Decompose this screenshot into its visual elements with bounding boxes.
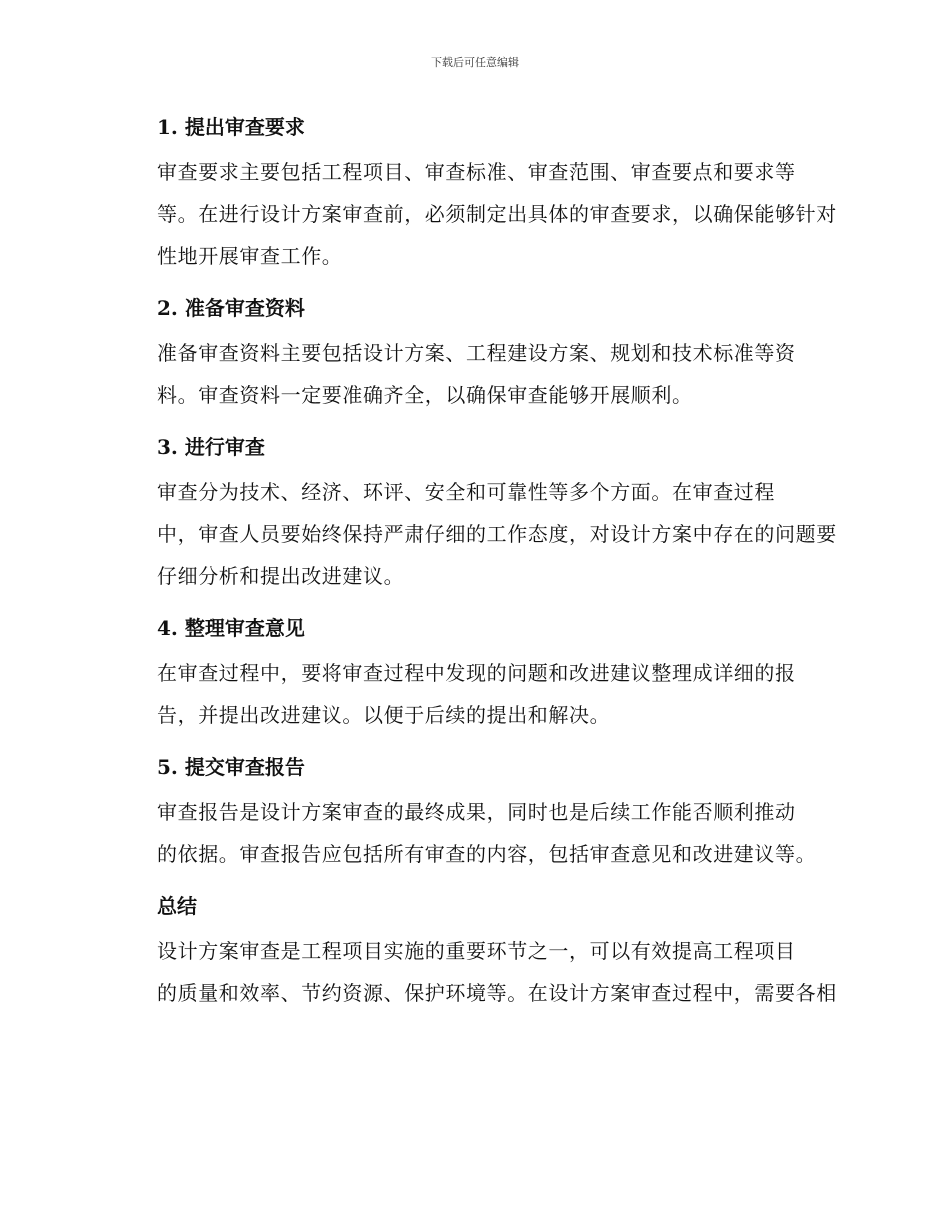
paragraph-line: 设计方案审查是工程项目实施的重要环节之一，可以有效提高工程项目 [157,939,796,963]
paragraph-line: 审查要求主要包括工程项目、审查标准、审查范围、审查要点和要求等 [157,160,796,184]
section-title: 2. 准备审查资料 [157,296,305,320]
section-paragraph [113,791,833,875]
section-title: 3. 进行审查 [157,435,265,459]
paragraph-line: 告，并提出改进建议。以便于后续的提出和解决。 [157,703,611,727]
document-body [113,108,837,1026]
paragraph-line: 审查报告是设计方案审查的最终成果，同时也是后续工作能否顺利推动 [157,800,796,824]
paragraph-line: 中，审查人员要始终保持严肃仔细的工作态度，对设计方案中存在的问题要 [157,522,837,546]
paragraph-line: 仔细分析和提出改进建议。 [157,564,405,588]
section-paragraph [113,930,837,1014]
section-paragraph [113,332,833,416]
page-header: 下载后可任意编辑 [431,56,519,69]
paragraph-line: 在审查过程中，要将审查过程中发现的问题和改进建议整理成详细的报 [157,661,796,685]
paragraph-line: 的依据。审查报告应包括所有审查的内容，包括审查意见和改进建议等。 [157,842,817,866]
section-paragraph [113,652,833,736]
paragraph-line: 审查分为技术、经济、环评、安全和可靠性等多个方面。在审查过程 [157,480,775,504]
paragraph-line: 性地开展审查工作。 [157,244,343,268]
section-paragraph [113,151,837,277]
paragraph-line: 等。在进行设计方案审查前，必须制定出具体的审查要求，以确保能够针对 [157,202,837,226]
section-paragraph [113,471,837,597]
section-title: 5. 提交审查报告 [157,755,305,779]
paragraph-line: 的质量和效率、节约资源、保护环境等。在设计方案审查过程中，需要各相 [157,981,837,1005]
section-title: 1. 提出审查要求 [157,115,305,139]
section-title: 总结 [157,894,197,918]
section-title: 4. 整理审查意见 [157,616,305,640]
paragraph-line: 准备审查资料主要包括设计方案、工程建设方案、规划和技术标准等资 [157,341,796,365]
paragraph-line: 料。审查资料一定要准确齐全，以确保审查能够开展顺利。 [157,383,693,407]
